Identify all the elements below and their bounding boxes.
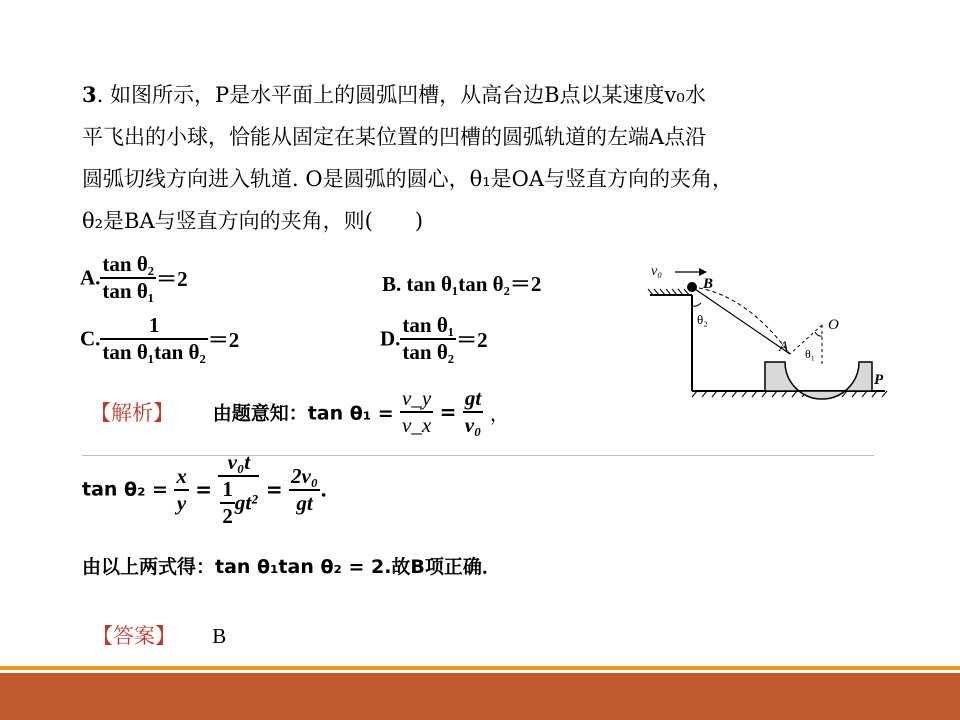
- frac-half-gt2: [218, 475, 259, 529]
- frac-2v0: 2v₀: [290, 463, 319, 488]
- label-v0: v₀: [651, 264, 663, 279]
- label-theta2: θ₂: [697, 312, 708, 327]
- option-a-denominator: tan θ₁: [102, 279, 155, 303]
- option-a-fraction: [100, 252, 156, 304]
- label-b: B: [703, 276, 714, 292]
- option-a-rhs: ＝2: [156, 267, 188, 291]
- analysis-tan-theta2: tan θ₂ =: [82, 478, 168, 501]
- frac-half-den: 2: [222, 504, 233, 528]
- option-d-fraction: [400, 313, 456, 365]
- groove-block: [765, 362, 872, 399]
- option-c-numerator: 1: [148, 313, 160, 337]
- label-theta1: θ₁: [805, 347, 815, 361]
- option-b[interactable]: [382, 268, 541, 298]
- label-a: A: [779, 339, 789, 355]
- option-d-rhs: ＝2: [456, 328, 488, 352]
- option-c-label: C.: [80, 326, 101, 351]
- frac-2v0-gt: [289, 464, 320, 516]
- analysis-line-2: tan θ₂ = $\frac{x}{y}$ = v₀t $\frac{1}{2}$ gt² = $\frac{\text{2v₀}}{gt}$ .: [82, 450, 328, 528]
- label-o: O: [828, 317, 839, 333]
- question-text-1: . 如图所示，P是水平面上的圆弧凹槽，从高台边B点以某速度v₀水: [96, 83, 706, 107]
- option-d-label: D.: [380, 326, 401, 351]
- analysis-intro: 由题意知：tan θ₁ =: [212, 402, 394, 425]
- velocity-arrowhead: [699, 268, 707, 276]
- frac-x: x: [176, 463, 187, 488]
- footer-bar-thick: [0, 673, 960, 720]
- option-c-fraction: [100, 313, 207, 365]
- option-d-numerator: tan θ₁: [402, 313, 455, 337]
- projectile-figure: [645, 258, 890, 413]
- analysis-tag: 【解析】: [90, 401, 174, 425]
- frac-vx: v_x: [402, 413, 432, 437]
- frac-gt-2: gt: [289, 489, 320, 516]
- answer-row: [92, 620, 226, 650]
- question-line-3: 圆弧切线方向进入轨道. O是圆弧的圆心，θ₁是OA与竖直方向的夹角，: [82, 167, 734, 191]
- option-a-numerator: tan θ₂: [102, 252, 155, 276]
- frac-y: y: [174, 489, 189, 516]
- option-a[interactable]: [80, 252, 188, 304]
- question-number: 3: [82, 82, 97, 107]
- question-line-2: 平飞出的小球，恰能从固定在某位置的凹槽的圆弧轨道的左端A点沿: [82, 125, 707, 149]
- option-d[interactable]: [380, 313, 488, 365]
- question-line-4: θ₂是BA与竖直方向的夹角，则( ): [82, 209, 424, 233]
- frac-v0t-half-gt2: [218, 450, 259, 529]
- frac-v0t: v₀t: [227, 450, 251, 474]
- frac-gt: gt: [464, 386, 482, 410]
- option-c[interactable]: [80, 313, 239, 365]
- analysis-line-1: 【解析】 由题意知：tan θ₁ = $\frac{v\_y}{v\_x}$ = $\frac{gt}{\text{v₀}}$ ，: [90, 386, 510, 437]
- analysis-conclusion: 由以上两式得：tan θ₁tan θ₂ = 2.故B项正确．: [82, 556, 501, 578]
- option-d-denominator: tan θ₂: [402, 340, 455, 364]
- question-line-1: [82, 74, 902, 116]
- theta1-arc: [815, 332, 822, 336]
- option-c-rhs: ＝2: [207, 328, 240, 352]
- frac-gt2: gt²: [234, 490, 258, 515]
- frac-half-num: 1: [222, 477, 233, 501]
- platform-hatch: [648, 289, 692, 295]
- analysis-comma: ，: [489, 401, 510, 426]
- option-c-denominator: tan θ₁tan θ₂: [102, 340, 206, 364]
- theta2-arc: [692, 303, 701, 306]
- answer-value: B: [212, 624, 227, 648]
- option-a-label: A.: [80, 265, 101, 290]
- label-p: P: [874, 372, 884, 388]
- frac-gt-v0: [463, 386, 484, 438]
- footer-bar-thin: [0, 666, 960, 670]
- frac-x-y: [174, 464, 189, 516]
- frac-vy-vx: [400, 386, 433, 438]
- question-block: [82, 74, 902, 242]
- option-b-text: tan θ₁tan θ₂＝2: [406, 272, 542, 296]
- option-b-label: B.: [382, 272, 402, 296]
- frac-vy: v_y: [402, 386, 432, 410]
- frac-v0: v₀: [464, 413, 482, 437]
- answer-tag: 【答案】: [92, 624, 176, 648]
